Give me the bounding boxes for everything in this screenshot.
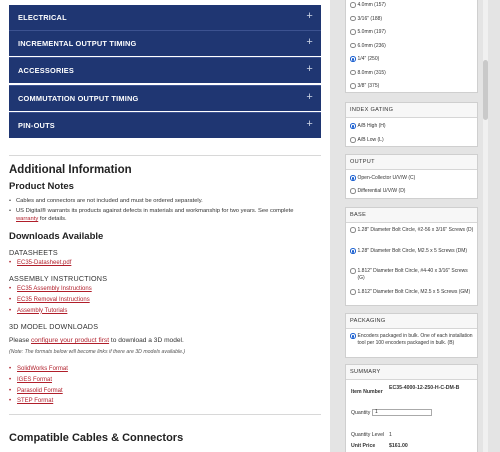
option-label: 4.0mm (157) (357, 2, 386, 8)
option-label: 1.28" Diameter Bolt Circle, M2.5 x 5 Screws (DM) (357, 248, 468, 254)
accordion-accessories[interactable] (9, 58, 321, 83)
cad-text: Please (9, 337, 31, 344)
datasheets-list (9, 258, 71, 269)
compatible-cables-title: Compatible Cables & Connectors (9, 432, 184, 444)
radio-button-selected[interactable] (350, 175, 356, 181)
product-notes-list (9, 197, 309, 225)
assembly-tutorials-link[interactable]: Assembly Tutorials (17, 307, 68, 314)
configure-product-link[interactable]: configure your product first (31, 337, 110, 344)
summary-panel (345, 364, 478, 452)
plus-icon[interactable]: + (306, 36, 313, 48)
bore-option[interactable] (350, 70, 474, 77)
radio-button[interactable] (350, 188, 356, 194)
bore-panel (345, 0, 478, 93)
radio-button[interactable] (350, 29, 356, 35)
iges-format-link[interactable]: IGES Format (17, 376, 53, 383)
cad-note: (Note: The formats below will become links if there are 3D models available.) (9, 349, 186, 355)
configurator-sidebar (330, 0, 500, 452)
radio-button[interactable] (350, 2, 356, 8)
quantity-level-value: 1 (389, 432, 392, 438)
radio-button-selected[interactable] (350, 123, 356, 129)
3d-models-heading: 3D MODEL DOWNLOADS (9, 322, 99, 331)
panel-title: INDEX GATING (346, 103, 477, 118)
section-divider (9, 155, 321, 156)
product-notes-title: Product Notes (9, 181, 74, 192)
radio-button[interactable] (350, 70, 356, 76)
bore-option[interactable] (350, 2, 474, 9)
panel-title: OUTPUT (346, 155, 477, 170)
option-label: 1.812" Diameter Bolt Circle, #4-40 x 3/16" Screws (G) (357, 268, 468, 281)
accordion-label: PIN-OUTS (18, 121, 55, 130)
index-gating-option[interactable] (350, 137, 474, 144)
formats-list (9, 364, 68, 407)
plus-icon[interactable]: + (306, 63, 313, 75)
radio-button[interactable] (350, 137, 356, 143)
output-option-selected[interactable] (350, 175, 474, 182)
option-label: 1/4" (250) (357, 56, 380, 62)
radio-button[interactable] (350, 16, 356, 22)
accordion-label: ACCESSORIES (18, 66, 74, 75)
step-format-link[interactable]: STEP Format (17, 398, 54, 405)
cad-text: to download a 3D model. (109, 337, 184, 344)
accordion-incremental-output-timing[interactable] (9, 31, 321, 56)
note-text: for details. (38, 216, 67, 222)
scrollbar-thumb[interactable] (483, 60, 488, 120)
accordion-label: INCREMENTAL OUTPUT TIMING (18, 39, 137, 48)
panel-title: SUMMARY (346, 365, 477, 380)
radio-button-selected[interactable] (350, 56, 356, 62)
parasolid-format-link[interactable]: Parasolid Format (17, 387, 63, 394)
base-option-selected[interactable] (350, 248, 474, 255)
accordion-electrical[interactable] (9, 5, 321, 30)
datasheet-link[interactable]: EC35-Datasheet.pdf (17, 260, 72, 266)
plus-icon[interactable]: + (306, 10, 313, 22)
option-label: A/B Low (L) (357, 137, 384, 143)
radio-button-selected[interactable] (350, 333, 356, 339)
accordion-pin-outs[interactable] (9, 113, 321, 138)
base-option[interactable] (350, 227, 474, 234)
option-label: 8.0mm (315) (357, 69, 386, 76)
option-label: 1.28" Diameter Bolt Circle, #2-56 x 3/16" Screws (D) (357, 227, 474, 233)
index-gating-option-selected[interactable] (350, 123, 474, 130)
option-label: 6.0mm (236) (357, 42, 386, 49)
option-label: Open-Collector U/V/W (C) (357, 175, 416, 181)
packaging-option-selected[interactable] (350, 333, 474, 346)
base-option[interactable] (350, 289, 474, 296)
removal-instructions-link[interactable]: EC35 Removal Instructions (17, 296, 90, 303)
list-item (9, 207, 309, 223)
quantity-level-label: Quantity Level (351, 432, 385, 438)
bore-option[interactable] (350, 16, 474, 23)
item-number-value: EC35-4000-12-250-H-C-DM-B (389, 385, 460, 391)
option-label: 5.0mm (197) (357, 29, 386, 35)
option-label: 3/16" (188) (357, 15, 383, 22)
bore-option[interactable] (350, 29, 474, 36)
warranty-link[interactable]: warranty (16, 216, 39, 222)
downloads-title: Downloads Available (9, 231, 104, 242)
radio-button[interactable] (350, 289, 356, 295)
bore-option[interactable] (350, 83, 474, 90)
radio-button[interactable] (350, 83, 356, 89)
additional-info-title: Additional Information (9, 164, 132, 176)
option-label: 3/8" (375) (357, 83, 380, 89)
panel-title: BASE (346, 208, 477, 223)
accordion-label: COMMUTATION OUTPUT TIMING (18, 94, 139, 103)
cad-instruction (9, 337, 184, 344)
radio-button[interactable] (350, 268, 356, 274)
base-panel (345, 207, 478, 306)
item-number-label: Item Number (351, 389, 383, 395)
bore-option[interactable] (350, 43, 474, 50)
option-label: Differential U/V/W (D) (357, 188, 406, 194)
plus-icon[interactable]: + (306, 118, 313, 130)
quantity-input[interactable]: 1 (372, 409, 432, 416)
sidebar-scrollbar[interactable] (483, 0, 488, 452)
unit-price-value: $161.00 (389, 443, 408, 449)
panel-title: PACKAGING (346, 314, 477, 329)
quantity-label: Quantity (351, 410, 371, 416)
assembly-heading: ASSEMBLY INSTRUCTIONS (9, 274, 108, 283)
solidworks-format-link[interactable]: SolidWorks Format (17, 366, 68, 372)
radio-button[interactable] (350, 227, 356, 233)
plus-icon[interactable]: + (306, 91, 313, 103)
unit-price-label: Unit Price (351, 443, 376, 449)
assembly-instructions-link[interactable]: EC35 Assembly Instructions (17, 286, 92, 292)
index-gating-panel (345, 102, 478, 147)
option-label: Encoders packaged in bulk. One of each installation tool per 100 encoders packaged in bulk. (B) (357, 333, 473, 346)
output-panel (345, 154, 478, 199)
accordion-commutation-output-timing[interactable] (9, 86, 321, 111)
radio-button-selected[interactable] (350, 248, 356, 254)
option-label: 1.812" Diameter Bolt Circle, M2.5 x 5 Screws (GM) (357, 289, 471, 295)
base-option[interactable] (350, 268, 474, 281)
bore-option-selected[interactable] (350, 56, 474, 63)
output-option[interactable] (350, 188, 474, 195)
radio-button[interactable] (350, 43, 356, 49)
list-item: • Cables and connectors are not included and must be ordered separately. (9, 197, 309, 205)
option-label: A/B High (H) (357, 123, 386, 129)
accordion-label: ELECTRICAL (18, 13, 67, 22)
packaging-panel (345, 313, 478, 358)
assembly-list (9, 284, 92, 316)
datasheets-heading: DATASHEETS (9, 248, 58, 257)
note-text: US Digital® warrants its products against defects in materials and workmanship for two years. See complete (16, 208, 294, 214)
section-divider (9, 414, 321, 415)
